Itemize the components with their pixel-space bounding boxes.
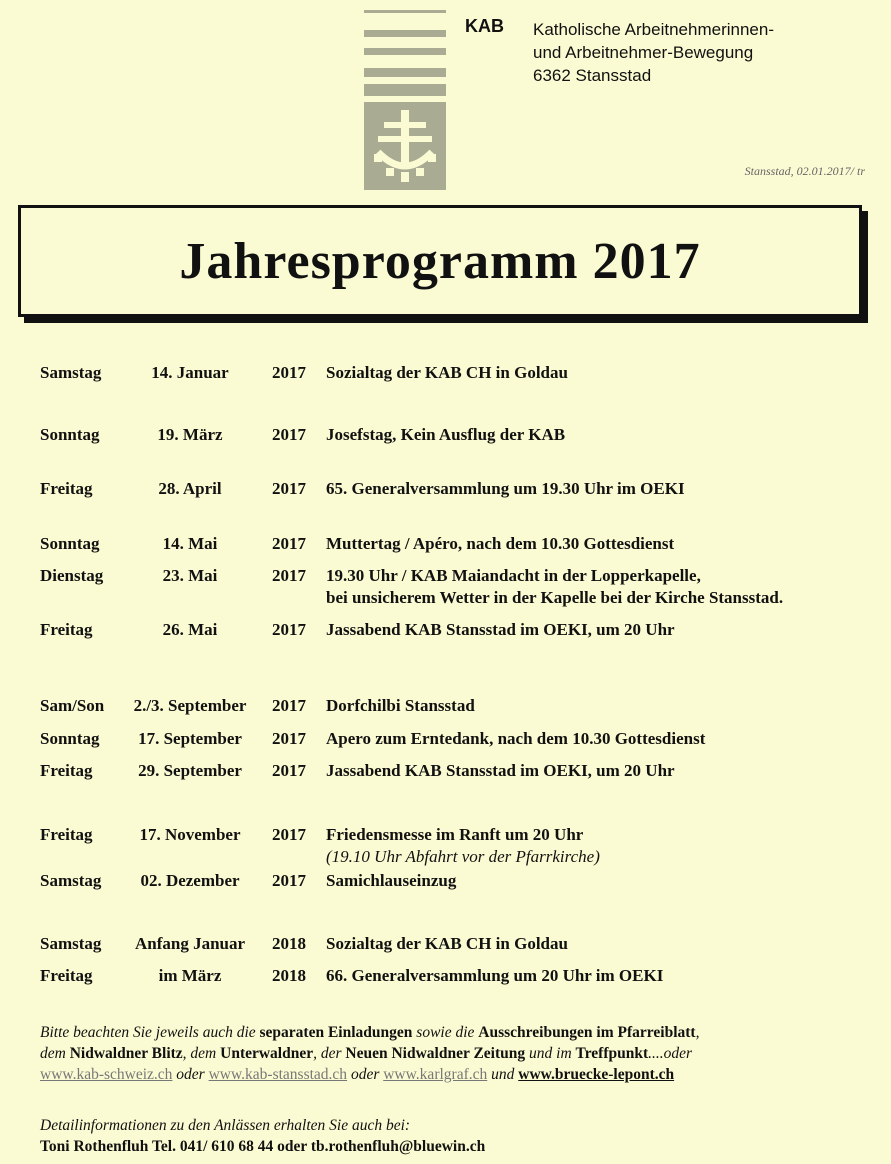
org-line-2: und Arbeitnehmer-Bewegung bbox=[533, 43, 754, 62]
event-year: 2017 bbox=[272, 825, 306, 844]
event-description: Samichlauseinzug bbox=[326, 871, 457, 890]
kab-logo bbox=[364, 10, 446, 182]
link-bruecke-lepont[interactable]: www.bruecke-lepont.ch bbox=[518, 1066, 675, 1083]
event-date: 23. Mai bbox=[162, 566, 218, 585]
event-year: 2017 bbox=[272, 425, 306, 444]
event-description: Sozialtag der KAB CH in Goldau bbox=[326, 363, 568, 382]
link-kab-stansstad[interactable]: www.kab-stansstad.ch bbox=[208, 1066, 348, 1083]
event-day: Samstag bbox=[40, 934, 102, 953]
event-description: Muttertag / Apéro, nach dem 10.30 Gottesdienst bbox=[326, 534, 675, 553]
event-description: Dorfchilbi Stansstad bbox=[326, 696, 475, 715]
event-date: 17. September bbox=[138, 729, 242, 748]
title-box bbox=[18, 205, 862, 317]
cross-gear-icon bbox=[364, 102, 446, 190]
event-day: Freitag bbox=[40, 966, 93, 985]
link-karlgraf[interactable]: www.karlgraf.ch bbox=[383, 1066, 488, 1083]
contact-intro: Detailinformationen zu den Anlässen erhalten Sie auch bei: bbox=[40, 1117, 411, 1134]
event-year: 2017 bbox=[272, 534, 306, 553]
org-abbreviation: KAB bbox=[465, 16, 504, 36]
event-date: 14. Mai bbox=[162, 534, 218, 553]
footer-bold: Neuen Nidwaldner Zeitung bbox=[345, 1045, 526, 1062]
event-description: Jassabend KAB Stansstad im OEKI, um 20 Uhr bbox=[326, 761, 675, 780]
event-year: 2017 bbox=[272, 696, 306, 715]
event-date: 02. Dezember bbox=[140, 871, 240, 890]
link-kab-schweiz[interactable]: www.kab-schweiz.ch bbox=[40, 1066, 173, 1083]
event-day: Samstag bbox=[40, 871, 102, 890]
event-date: im März bbox=[158, 966, 222, 985]
footer-text: dem bbox=[40, 1045, 70, 1062]
event-note: (19.10 Uhr Abfahrt vor der Pfarrkirche) bbox=[326, 847, 600, 866]
org-line-3: 6362 Stansstad bbox=[533, 66, 652, 85]
footer-bold: Unterwaldner bbox=[220, 1045, 314, 1062]
event-day: Freitag bbox=[40, 479, 93, 498]
page-title: Jahresprogramm 2017 bbox=[179, 232, 701, 290]
place-date: Stansstad, 02.01.2017/ tr bbox=[744, 164, 865, 178]
event-date: 28. April bbox=[158, 479, 222, 498]
event-year: 2017 bbox=[272, 761, 306, 780]
event-day: Freitag bbox=[40, 761, 93, 780]
event-description: 66. Generalversammlung um 20 Uhr im OEKI bbox=[326, 966, 664, 985]
footer-text: Bitte beachten Sie jeweils auch die bbox=[40, 1024, 260, 1041]
event-description-line-1: Friedensmesse im Ranft um 20 Uhr bbox=[326, 825, 584, 844]
org-name bbox=[533, 18, 774, 87]
contact-line: Toni Rothenfluh Tel. 041/ 610 68 44 oder tb.rothenfluh@bluewin.ch bbox=[40, 1138, 486, 1155]
event-year: 2017 bbox=[272, 363, 306, 382]
event-day: Sonntag bbox=[40, 534, 100, 553]
event-date: Anfang Januar bbox=[134, 934, 246, 953]
event-date: 2./3. September bbox=[133, 696, 247, 715]
footer-bold: separaten Einladungen bbox=[259, 1024, 413, 1041]
event-day: Freitag bbox=[40, 825, 93, 844]
footer-bold: Treffpunkt bbox=[575, 1045, 649, 1062]
event-year: 2017 bbox=[272, 620, 306, 639]
footer-bold: Nidwaldner Blitz bbox=[69, 1045, 183, 1062]
event-description bbox=[326, 824, 600, 868]
footer-text: oder bbox=[172, 1066, 209, 1083]
event-year: 2017 bbox=[272, 871, 306, 890]
event-date: 26. Mai bbox=[162, 620, 218, 639]
footer-text: , der bbox=[313, 1045, 346, 1062]
event-date: 17. November bbox=[139, 825, 241, 844]
event-day: Dienstag bbox=[40, 566, 104, 585]
footer-text: ....oder bbox=[648, 1045, 693, 1062]
footer-text: und bbox=[487, 1066, 519, 1083]
event-day: Sonntag bbox=[40, 425, 100, 444]
event-description: Josefstag, Kein Ausflug der KAB bbox=[326, 425, 566, 444]
org-line-1: Katholische Arbeitnehmerinnen- bbox=[533, 20, 774, 39]
event-year: 2018 bbox=[272, 934, 306, 953]
event-day: Freitag bbox=[40, 620, 93, 639]
event-day: Sam/Son bbox=[40, 696, 105, 715]
footer-line-1 bbox=[40, 1022, 865, 1043]
event-description-line-1: 19.30 Uhr / KAB Maiandacht in der Lopperkapelle, bbox=[326, 566, 701, 585]
event-description: Sozialtag der KAB CH in Goldau bbox=[326, 934, 568, 953]
event-year: 2017 bbox=[272, 566, 306, 585]
footer-text: sowie die bbox=[412, 1024, 479, 1041]
event-date: 19. März bbox=[157, 425, 223, 444]
footer-bold: Ausschreibungen im Pfarreiblatt bbox=[478, 1024, 696, 1041]
event-description: Jassabend KAB Stansstad im OEKI, um 20 Uhr bbox=[326, 620, 675, 639]
event-description-line-2: bei unsicherem Wetter in der Kapelle bei der Kirche Stansstad. bbox=[326, 588, 784, 607]
event-description: 65. Generalversammlung um 19.30 Uhr im OEKI bbox=[326, 479, 685, 498]
event-date: 14. Januar bbox=[151, 363, 229, 382]
event-description bbox=[326, 565, 783, 609]
event-year: 2017 bbox=[272, 479, 306, 498]
event-year: 2018 bbox=[272, 966, 306, 985]
contact-info bbox=[40, 1115, 485, 1157]
footer-text: , dem bbox=[182, 1045, 221, 1062]
footer-text: oder bbox=[347, 1066, 384, 1083]
event-date: 29. September bbox=[138, 761, 242, 780]
event-day: Samstag bbox=[40, 363, 102, 382]
event-year: 2017 bbox=[272, 729, 306, 748]
footer-text: , bbox=[695, 1024, 700, 1041]
footer-line-2 bbox=[40, 1043, 865, 1064]
event-day: Sonntag bbox=[40, 729, 100, 748]
footer-text: und im bbox=[525, 1045, 576, 1062]
event-description: Apero zum Erntedank, nach dem 10.30 Gottesdienst bbox=[326, 729, 706, 748]
footer-line-3 bbox=[40, 1064, 865, 1085]
footer-notice bbox=[40, 1022, 865, 1085]
